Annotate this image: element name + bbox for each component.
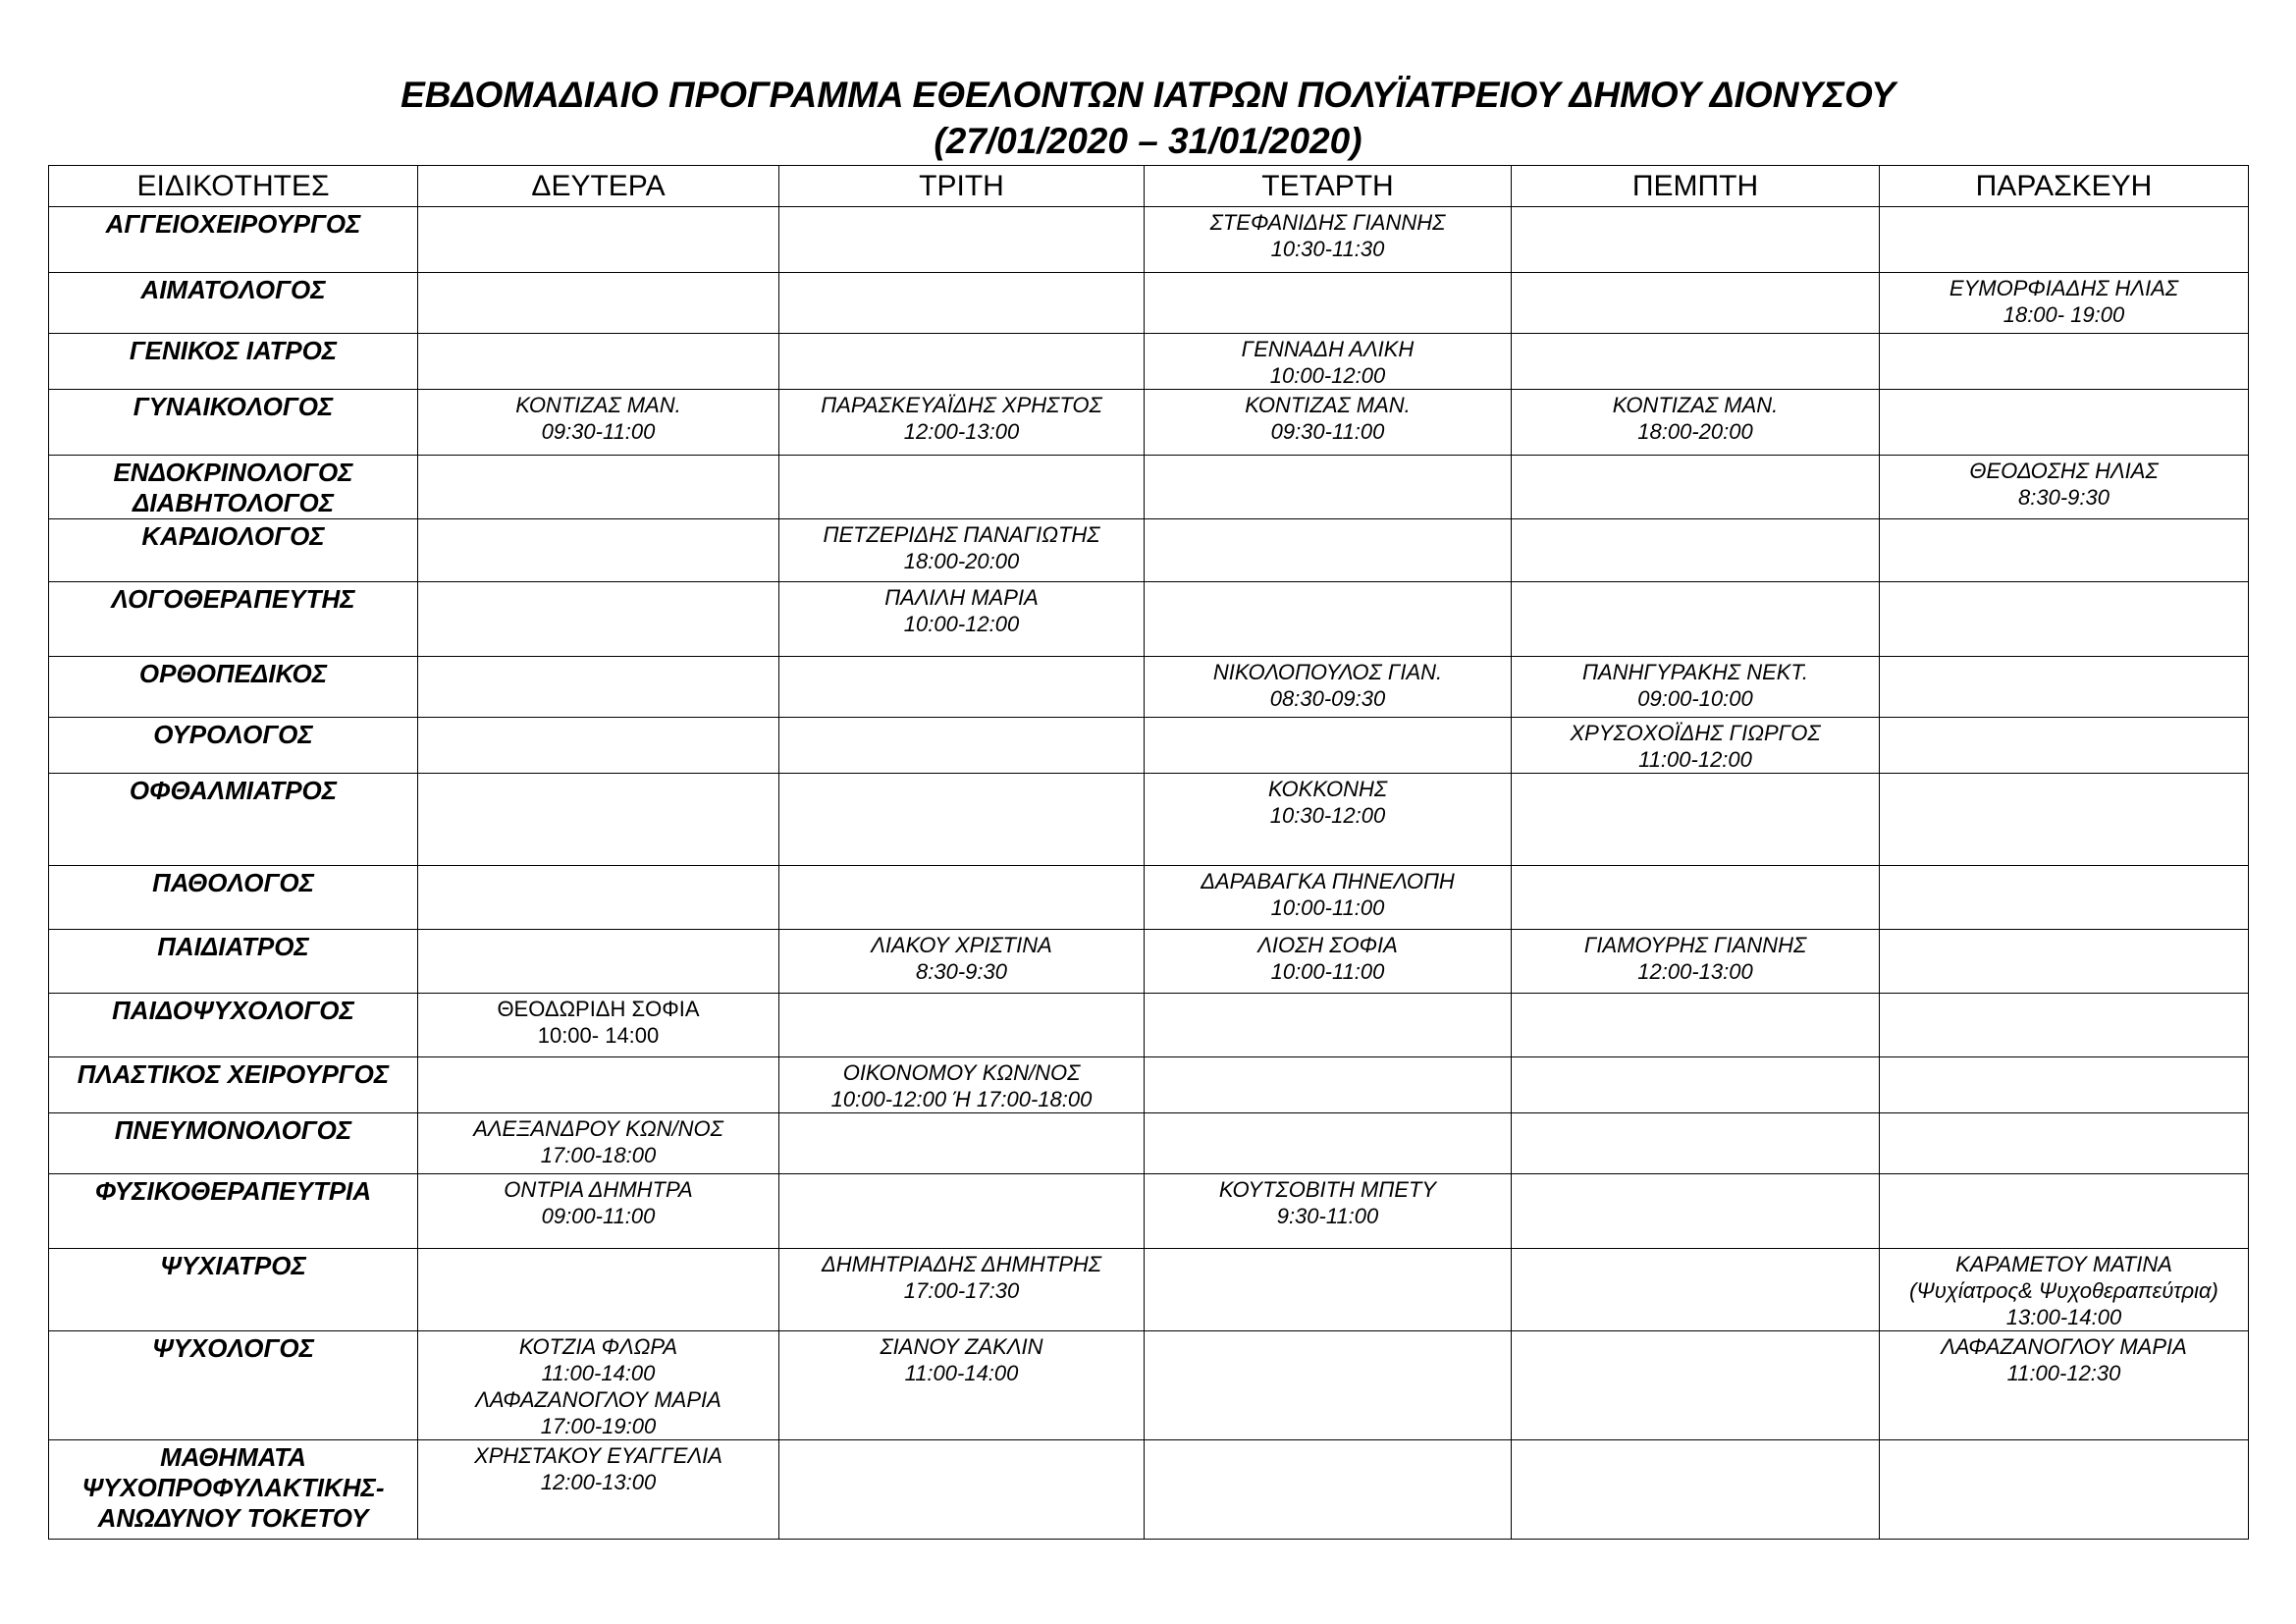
doctor-name: ΚΟΥΤΣΟΒΙΤΗ ΜΠΕΤΥ [1218,1177,1437,1202]
header-wednesday: ΤΕΤΑΡΤΗ [1145,166,1512,207]
schedule-cell-friday [1880,1057,2249,1113]
schedule-cell-thursday [1512,1440,1880,1540]
schedule-cell-tuesday [779,774,1145,866]
time-slot: 10:00-11:00 [1270,895,1385,920]
specialty-label: ΟΡΘΟΠΕΔΙΚΟΣ [138,659,328,688]
schedule-cell-wednesday [1145,657,1512,718]
schedule-cell-friday [1880,774,2249,866]
specialty-label: ΨΥΧΟΛΟΓΟΣ [152,1333,314,1363]
table-row [49,1174,2249,1249]
schedule-cell-monday [418,1057,779,1113]
table-row [49,930,2249,994]
schedule-cell-thursday [1512,657,1880,718]
schedule-cell-thursday [1512,519,1880,582]
doctor-name: ΝΙΚΟΛΟΠΟΥΛΟΣ ΓΙΑΝ. [1212,660,1443,684]
schedule-cell-tuesday [779,390,1145,456]
time-slot: 10:30-11:30 [1270,237,1385,261]
schedule-cell-tuesday [779,207,1145,273]
schedule-cell-friday [1880,1174,2249,1249]
time-slot: 12:00-13:00 [903,419,1020,444]
doctor-name: ΣΙΑΝΟΥ ΖΑΚΛΙΝ [880,1334,1043,1359]
schedule-cell-monday [418,1331,779,1440]
time-slot: 09:00-10:00 [1637,686,1753,711]
schedule-cell-friday [1880,582,2249,657]
doctor-name: ΓΕΝΝΑΔΗ ΑΛΙΚΗ [1241,337,1415,361]
schedule-cell-wednesday [1145,519,1512,582]
doctor-name: ΣΤΕΦΑΝΙΔΗΣ ΓΙΑΝΝΗΣ [1209,210,1446,235]
specialty-label: ΠΝΕΥΜΟΝΟΛΟΓΟΣ [114,1115,352,1145]
schedule-cell-wednesday [1145,866,1512,930]
table-row [49,1440,2249,1540]
specialty-label: ΦΥΣΙΚΟΘΕΡΑΠΕΥΤΡΙΑ [94,1176,372,1206]
specialty-label: ΨΥΧΙΑΤΡΟΣ [160,1251,306,1280]
specialty-label: ΠΛΑΣΤΙΚΟΣ ΧΕΙΡΟΥΡΓΟΣ [77,1059,390,1089]
doctor-name: ΛΑΦΑΖΑΝΟΓΛΟΥ ΜΑΡΙΑ [475,1387,721,1412]
schedule-cell-tuesday [779,866,1145,930]
schedule-cell-thursday [1512,1174,1880,1249]
time-slot: 11:00-12:30 [2006,1361,2121,1385]
schedule-cell-monday [418,390,779,456]
time-slot: 17:00-18:00 [540,1143,657,1167]
doctor-name: ΟΝΤΡΙΑ ΔΗΜΗΤΡΑ [504,1177,693,1202]
specialty-label: ΔΙΑΒΗΤΟΛΟΓΟΣ [132,488,335,517]
specialty-cell [49,1331,418,1440]
schedule-cell-thursday [1512,994,1880,1057]
schedule-cell-monday [418,519,779,582]
time-slot: 17:00-17:30 [903,1278,1020,1303]
specialty-cell [49,1174,418,1249]
schedule-cell-friday [1880,994,2249,1057]
schedule-cell-friday [1880,519,2249,582]
specialty-cell [49,456,418,519]
schedule-cell-tuesday [779,1249,1145,1331]
schedule-cell-thursday [1512,1057,1880,1113]
specialty-label: ΛΟΓΟΘΕΡΑΠΕΥΤΗΣ [111,584,355,614]
schedule-cell-tuesday [779,1440,1145,1540]
schedule-cell-tuesday [779,994,1145,1057]
table-row [49,582,2249,657]
doctor-name: ΘΕΟΔΟΣΗΣ ΗΛΙΑΣ [1969,459,2159,483]
specialty-cell [49,1249,418,1331]
schedule-cell-tuesday [779,930,1145,994]
specialty-label: ΑΝΩΔΥΝΟΥ ΤΟΚΕΤΟΥ [97,1503,369,1533]
time-slot: 12:00-13:00 [540,1470,657,1494]
schedule-cell-tuesday [779,334,1145,390]
specialty-cell [49,718,418,774]
time-slot: 09:30-11:00 [541,419,656,444]
schedule-cell-monday [418,866,779,930]
schedule-cell-monday [418,718,779,774]
schedule-cell-wednesday [1145,1249,1512,1331]
doctor-name: ΟΙΚΟΝΟΜΟΥ ΚΩΝ/ΝΟΣ [842,1060,1081,1085]
specialty-cell [49,1440,418,1540]
doctor-name: ΚΟΝΤΙΖΑΣ ΜΑΝ. [515,393,681,417]
schedule-cell-monday [418,334,779,390]
time-slot: 12:00-13:00 [1637,959,1753,984]
table-row [49,1057,2249,1113]
table-row [49,1113,2249,1174]
header-specialties: ΕΙΔΙΚΟΤΗΤΕΣ [49,166,418,207]
doctor-name: ΠΑΡΑΣΚΕΥΑΪΔΗΣ ΧΡΗΣΤΟΣ [821,393,1102,417]
time-slot: 10:00-12:00 Ή 17:00-18:00 [830,1087,1093,1111]
time-slot: 09:00-11:00 [541,1204,656,1228]
doctor-name: ΘΕΟΔΩΡΙΔΗ ΣΟΦΙΑ [497,997,700,1021]
time-slot: 9:30-11:00 [1276,1204,1379,1228]
header-thursday: ΠΕΜΠΤΗ [1512,166,1880,207]
header-monday: ΔΕΥΤΕΡΑ [418,166,779,207]
specialty-label: ΜΑΘΗΜΑΤΑ [160,1442,306,1472]
table-row [49,519,2249,582]
schedule-cell-tuesday [779,1174,1145,1249]
schedule-cell-friday [1880,1113,2249,1174]
specialty-label: ΑΓΓΕΙΟΧΕΙΡΟΥΡΓΟΣ [105,209,361,239]
time-slot: 11:00-14:00 [904,1361,1019,1385]
schedule-cell-wednesday [1145,774,1512,866]
specialty-label: ΠΑΘΟΛΟΓΟΣ [152,868,314,897]
schedule-cell-monday [418,456,779,519]
table-row [49,774,2249,866]
schedule-cell-friday [1880,334,2249,390]
table-row [49,994,2249,1057]
schedule-cell-thursday [1512,207,1880,273]
specialty-cell [49,207,418,273]
specialty-cell [49,774,418,866]
header-friday: ΠΑΡΑΣΚΕΥΗ [1880,166,2249,207]
schedule-cell-monday [418,657,779,718]
time-slot: 08:30-09:30 [1269,686,1386,711]
table-row [49,657,2249,718]
doctor-name: ΛΑΦΑΖΑΝΟΓΛΟΥ ΜΑΡΙΑ [1941,1334,2187,1359]
specialty-label: ΓΕΝΙΚΟΣ ΙΑΤΡΟΣ [129,336,338,365]
doctor-name: ΛΙΟΣΗ ΣΟΦΙΑ [1257,933,1398,957]
table-row [49,273,2249,334]
schedule-cell-wednesday [1145,930,1512,994]
schedule-cell-monday [418,273,779,334]
schedule-cell-wednesday [1145,994,1512,1057]
doctor-name: ΚΟΝΤΙΖΑΣ ΜΑΝ. [1245,393,1411,417]
doctor-name: ΠΑΝΗΓΥΡΑΚΗΣ ΝΕΚΤ. [1582,660,1808,684]
schedule-cell-monday [418,1174,779,1249]
schedule-cell-friday [1880,866,2249,930]
table-row [49,718,2249,774]
schedule-cell-thursday [1512,774,1880,866]
table-row [49,1331,2249,1440]
schedule-cell-thursday [1512,930,1880,994]
time-slot: 10:00-12:00 [1269,363,1386,388]
doctor-name: ΕΥΜΟΡΦΙΑΔΗΣ ΗΛΙΑΣ [1949,276,2179,300]
specialty-cell [49,1113,418,1174]
schedule-cell-wednesday [1145,390,1512,456]
doctor-name: ΚΟΤΖΙΑ ΦΛΩΡΑ [518,1334,678,1359]
specialty-label: ΟΦΘΑΛΜΙΑΤΡΟΣ [129,776,338,805]
specialty-cell [49,866,418,930]
schedule-cell-thursday [1512,334,1880,390]
specialty-cell [49,657,418,718]
schedule-cell-monday [418,994,779,1057]
schedule-cell-tuesday [779,519,1145,582]
doctor-name: ΔΗΜΗΤΡΙΑΔΗΣ ΔΗΜΗΤΡΗΣ [822,1252,1101,1276]
specialty-cell [49,273,418,334]
schedule-cell-friday [1880,273,2249,334]
schedule-cell-monday [418,1249,779,1331]
schedule-cell-tuesday [779,657,1145,718]
schedule-cell-tuesday [779,1057,1145,1113]
specialty-label: ΟΥΡΟΛΟΓΟΣ [153,720,313,749]
schedule-cell-friday [1880,456,2249,519]
schedule-cell-monday [418,930,779,994]
doctor-name: 13:00-14:00 [2005,1305,2122,1329]
schedule-cell-tuesday [779,273,1145,334]
schedule-cell-wednesday [1145,207,1512,273]
schedule-cell-wednesday [1145,334,1512,390]
schedule-cell-friday [1880,390,2249,456]
doctor-name: ΠΑΛΙΛΗ ΜΑΡΙΑ [884,585,1039,610]
doctor-name: ΠΕΤΖΕΡΙΔΗΣ ΠΑΝΑΓΙΩΤΗΣ [823,522,1100,547]
time-slot: 10:00- 14:00 [537,1023,660,1048]
header-tuesday: ΤΡΙΤΗ [779,166,1145,207]
time-slot: 17:00-19:00 [540,1414,657,1438]
schedule-cell-thursday [1512,390,1880,456]
specialty-cell [49,930,418,994]
time-slot: 18:00-20:00 [1637,419,1753,444]
doctor-name: ΓΙΑΜΟΥΡΗΣ ΓΙΑΝΝΗΣ [1583,933,1807,957]
time-slot: (Ψυχίατρος& Ψυχοθεραπεύτρια) [1909,1278,2218,1303]
schedule-cell-friday [1880,1331,2249,1440]
schedule-cell-friday [1880,930,2249,994]
schedule-cell-wednesday [1145,273,1512,334]
doctor-name: ΛΙΑΚΟΥ ΧΡΙΣΤΙΝΑ [871,933,1052,957]
table-row [49,207,2249,273]
schedule-cell-thursday [1512,718,1880,774]
schedule-cell-wednesday [1145,1057,1512,1113]
time-slot: 18:00- 19:00 [2002,302,2125,327]
schedule-table [48,165,2249,1540]
time-slot: 09:30-11:00 [1270,419,1385,444]
time-slot: 10:30-12:00 [1269,803,1386,828]
schedule-cell-thursday [1512,582,1880,657]
schedule-cell-wednesday [1145,1174,1512,1249]
time-slot: 11:00-14:00 [541,1361,656,1385]
schedule-cell-friday [1880,1249,2249,1331]
schedule-cell-monday [418,1113,779,1174]
schedule-cell-tuesday [779,1113,1145,1174]
schedule-cell-monday [418,582,779,657]
time-slot: 8:30-9:30 [2018,485,2109,510]
specialty-cell [49,1057,418,1113]
schedule-cell-thursday [1512,1331,1880,1440]
schedule-cell-wednesday [1145,1440,1512,1540]
schedule-cell-wednesday [1145,718,1512,774]
schedule-cell-thursday [1512,866,1880,930]
schedule-cell-tuesday [779,456,1145,519]
specialty-label: ΑΙΜΑΤΟΛΟΓΟΣ [140,275,326,304]
doctor-name: ΔΑΡΑΒΑΓΚΑ ΠΗΝΕΛΟΠΗ [1201,869,1455,893]
schedule-cell-friday [1880,1440,2249,1540]
table-row [49,456,2249,519]
schedule-cell-wednesday [1145,456,1512,519]
time-slot: 11:00-12:00 [1638,747,1752,772]
schedule-cell-tuesday [779,582,1145,657]
specialty-cell [49,390,418,456]
specialty-cell [49,994,418,1057]
schedule-cell-friday [1880,718,2249,774]
specialty-label: ΕΝΔΟΚΡΙΝΟΛΟΓΟΣ [113,458,353,487]
schedule-cell-thursday [1512,1249,1880,1331]
doctor-name: ΚΑΡΑΜΕΤΟΥ ΜΑΤΙΝΑ [1955,1252,2172,1276]
specialty-label: ΚΑΡΔΙΟΛΟΓΟΣ [141,521,325,551]
time-slot: 18:00-20:00 [903,549,1020,573]
schedule-cell-tuesday [779,718,1145,774]
schedule-cell-wednesday [1145,1331,1512,1440]
doctor-name: ΑΛΕΞΑΝΔΡΟΥ ΚΩΝ/ΝΟΣ [473,1116,723,1141]
specialty-label: ΠΑΙΔΟΨΥΧΟΛΟΓΟΣ [112,996,354,1025]
schedule-cell-monday [418,1440,779,1540]
time-slot: 8:30-9:30 [916,959,1007,984]
specialty-label: ΠΑΙΔΙΑΤΡΟΣ [157,932,309,961]
schedule-cell-tuesday [779,1331,1145,1440]
doctor-name: ΧΡΗΣΤΑΚΟΥ ΕΥΑΓΓΕΛΙΑ [474,1443,722,1468]
table-row [49,334,2249,390]
date-range: (27/01/2020 – 31/01/2020) [934,121,1362,161]
schedule-cell-friday [1880,657,2249,718]
specialty-label: ΓΥΝΑΙΚΟΛΟΓΟΣ [133,392,334,421]
table-row [49,1249,2249,1331]
schedule-cell-wednesday [1145,582,1512,657]
time-slot: 10:00-12:00 [903,612,1020,636]
doctor-name: ΚΟΚΚΟΝΗΣ [1267,777,1388,801]
doctor-name: ΧΡΥΣΟΧΟΪΔΗΣ ΓΙΩΡΓΟΣ [1570,721,1821,745]
schedule-cell-thursday [1512,273,1880,334]
table-row [49,390,2249,456]
schedule-cell-thursday [1512,456,1880,519]
document-title: ΕΒΔΟΜΑΔΙΑΙΟ ΠΡΟΓΡΑΜΜΑ ΕΘΕΛΟΝΤΩΝ ΙΑΤΡΩΝ ΠΟΛΥΪΑΤΡΕΙΟΥ ΔΗΜΟΥ ΔΙΟΝΥΣΟΥ [400,75,1896,115]
schedule-cell-thursday [1512,1113,1880,1174]
schedule-cell-wednesday [1145,1113,1512,1174]
schedule-cell-monday [418,774,779,866]
specialty-cell [49,582,418,657]
doctor-name: ΚΟΝΤΙΖΑΣ ΜΑΝ. [1612,393,1779,417]
specialty-label: ΨΥΧΟΠΡΟΦΥΛΑΚΤΙΚΗΣ- [81,1473,385,1502]
schedule-cell-friday [1880,207,2249,273]
header-row [49,166,2249,207]
time-slot: 10:00-11:00 [1270,959,1385,984]
table-row [49,866,2249,930]
specialty-cell [49,334,418,390]
specialty-cell [49,519,418,582]
schedule-cell-monday [418,207,779,273]
